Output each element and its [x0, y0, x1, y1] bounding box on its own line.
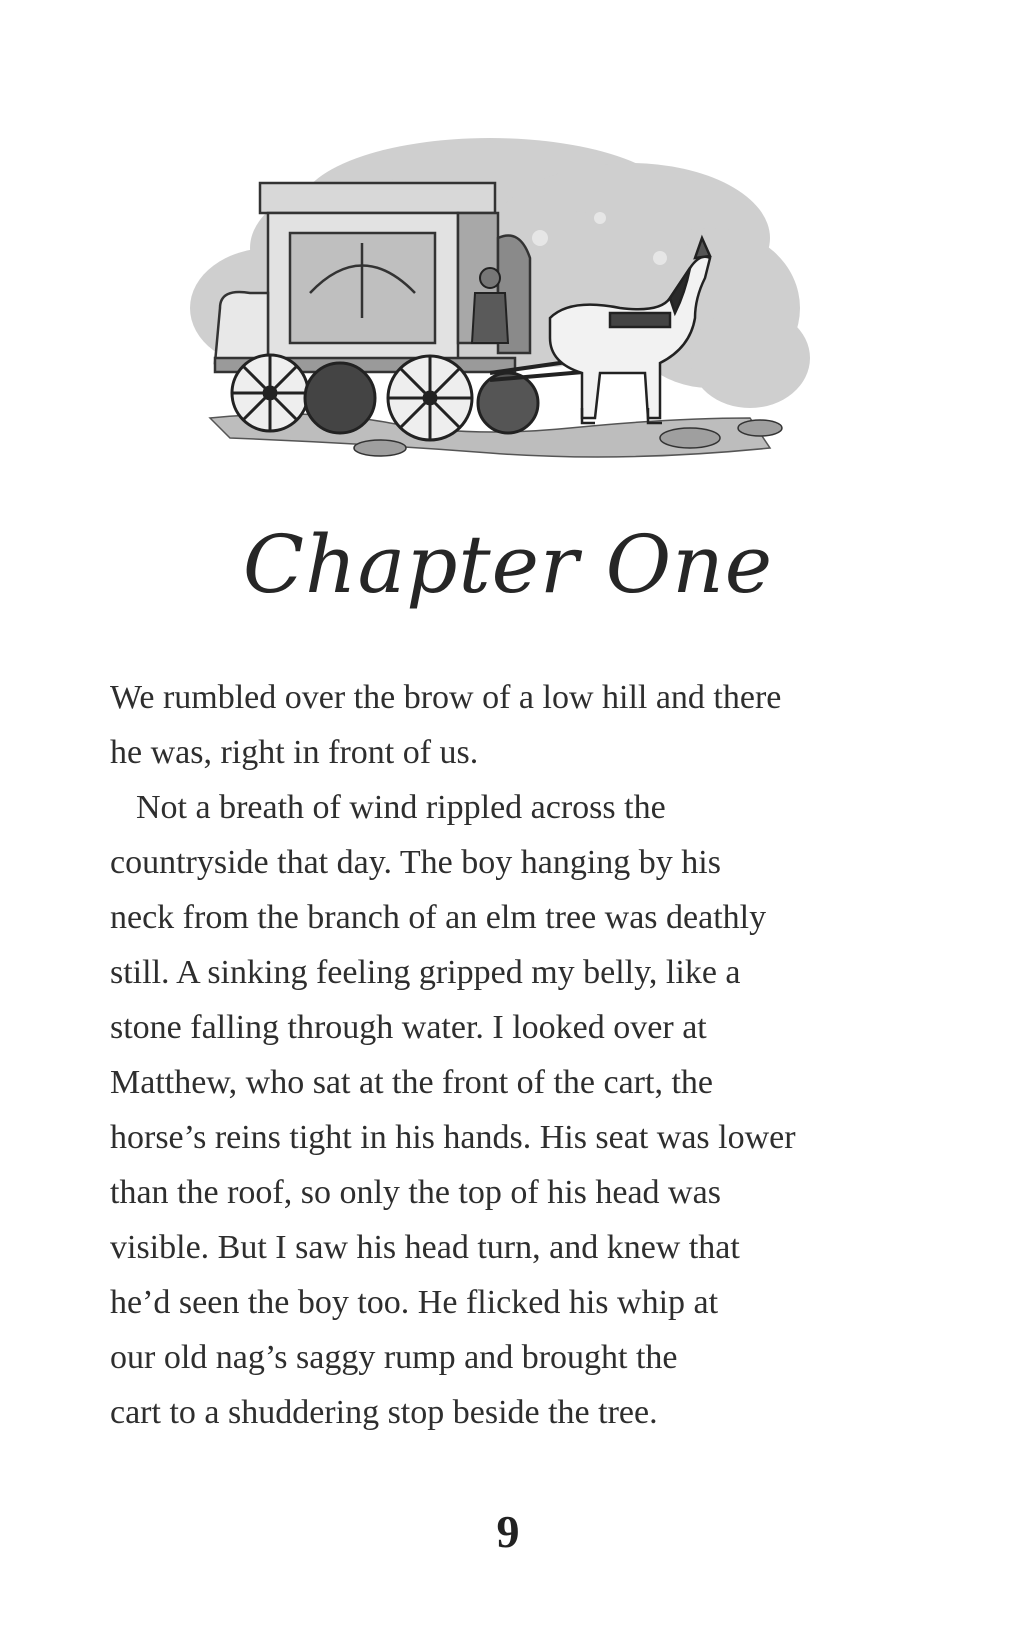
wagon-illustration	[190, 118, 820, 488]
body-line: neck from the branch of an elm tree was deathly	[110, 899, 767, 936]
body-line: stone falling through water. I looked over at	[110, 1009, 707, 1046]
page-number: 9	[496, 1506, 520, 1557]
body-line: Not a breath of wind rippled across the	[136, 789, 666, 826]
body-line: visible. But I saw his head turn, and knew that	[110, 1229, 740, 1266]
body-line: than the roof, so only the top of his head was	[110, 1174, 721, 1211]
body-line: cart to a shuddering stop beside the tree.	[110, 1394, 658, 1431]
body-line: our old nag’s saggy rump and brought the	[110, 1339, 678, 1376]
body-line: Matthew, who sat at the front of the cart, the	[110, 1064, 713, 1101]
body-line: We rumbled over the brow of a low hill and there	[110, 679, 782, 716]
body-line: horse’s reins tight in his hands. His seat was lower	[110, 1119, 796, 1156]
body-line: countryside that day. The boy hanging by his	[110, 844, 721, 881]
body-line: still. A sinking feeling gripped my belly, like a	[110, 954, 741, 991]
chapter-body-text	[110, 670, 910, 1440]
body-line: he’d seen the boy too. He flicked his whip at	[110, 1284, 719, 1321]
chapter-title: Chapter One	[242, 518, 774, 611]
body-line: he was, right in front of us.	[110, 734, 479, 771]
wagon-illustration-svg	[190, 118, 820, 488]
